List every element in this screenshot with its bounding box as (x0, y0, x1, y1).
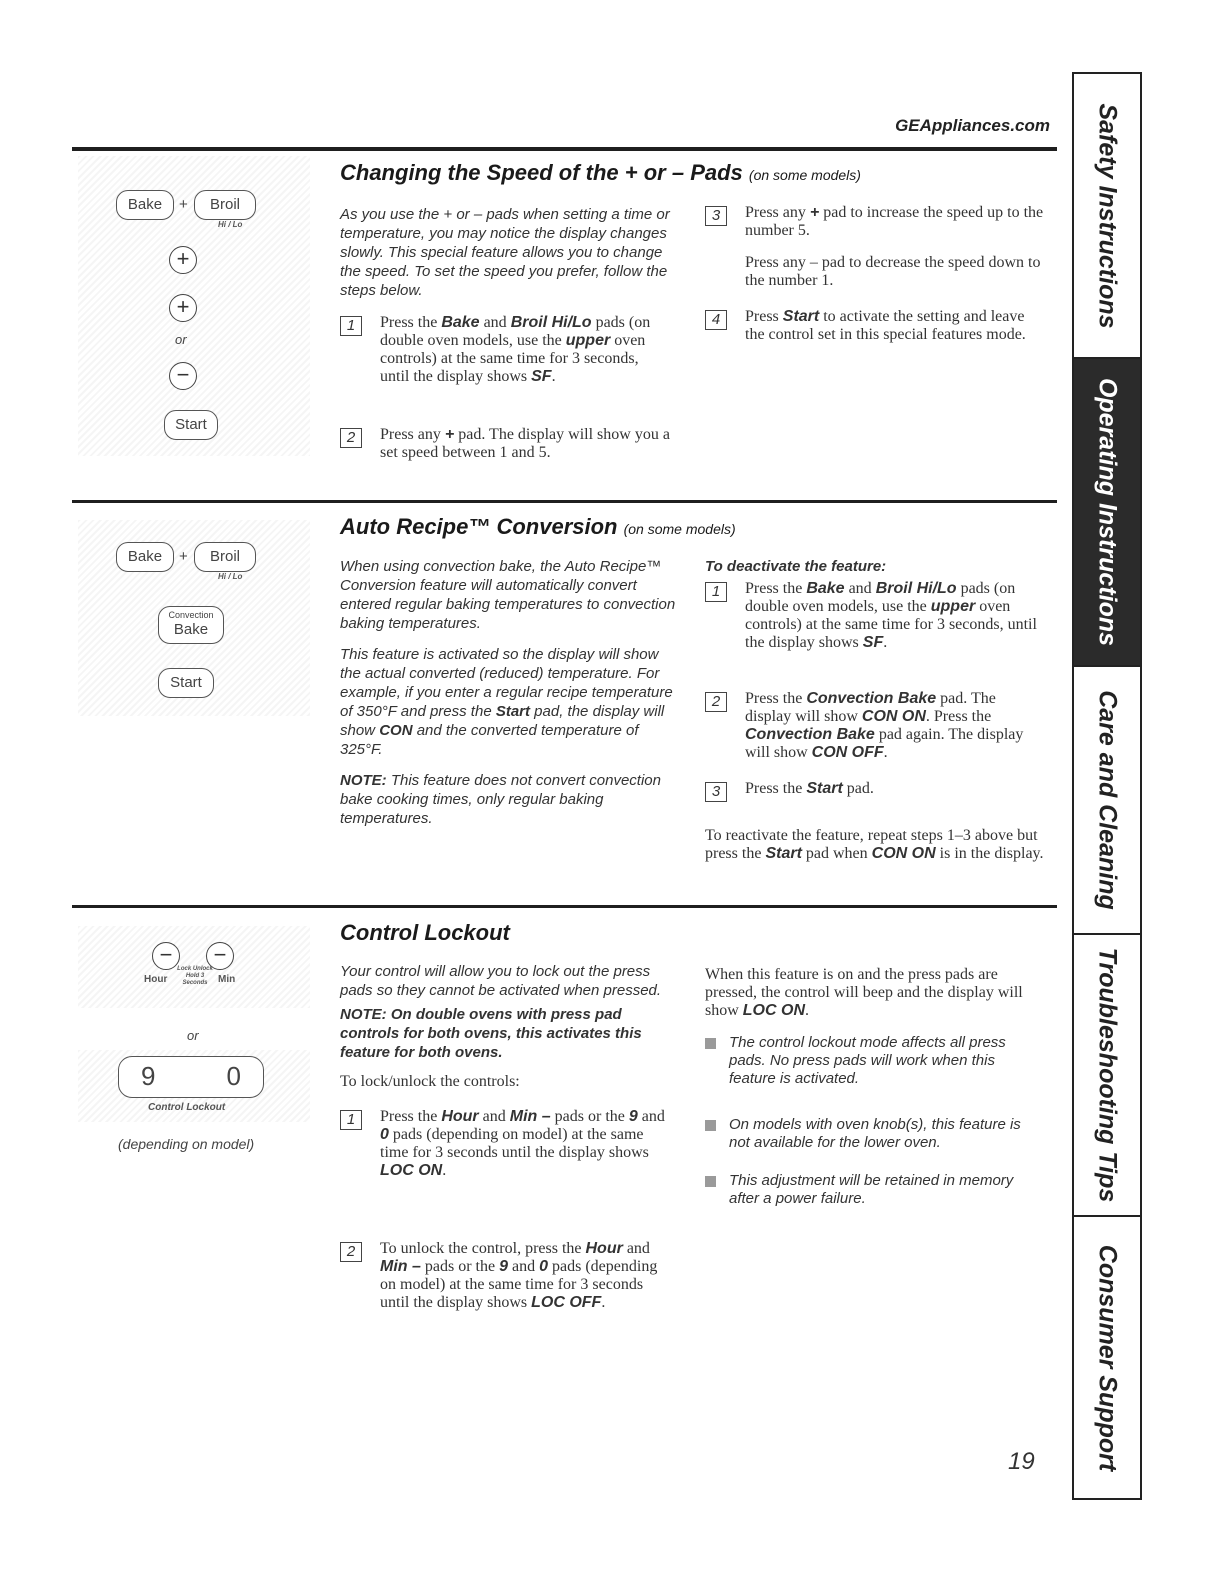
page-number: 19 (1008, 1448, 1035, 1475)
tab-care-and-cleaning[interactable]: Care and Cleaning (1072, 665, 1142, 935)
speed-intro: As you use the + or – pads when setting a time or temperature, you may notice the display changes slowly. This special feature allows you to change the speed. To set the speed you prefer, follow the steps below. (340, 206, 670, 299)
step-number: 1 (340, 316, 362, 336)
recipe-step-3: 3 Press the Start pad. (705, 780, 1045, 798)
step-number: 1 (705, 582, 727, 602)
bullet-square-icon (705, 1176, 716, 1187)
tab-safety-instructions[interactable]: Safety Instructions (1072, 72, 1142, 359)
plus-pad-icon: + (169, 294, 197, 322)
speed-pads-illustration (78, 156, 310, 456)
lockout-pads-top-illustration (78, 926, 310, 1008)
plus-pad-icon: + (169, 246, 197, 274)
step-number: 3 (705, 206, 727, 226)
control-lockout-label: Control Lockout (148, 1102, 226, 1113)
speed-section-title: Changing the Speed of the + or – Pads (on some models) (340, 160, 861, 185)
lockout-pads-bottom-illustration (78, 1050, 310, 1122)
step-number: 3 (705, 782, 727, 802)
lockout-right-text: When this feature is on and the press pads are pressed, the control will beep and the display will show LOC ON. (705, 966, 1023, 1019)
zero-pad-label: 0 (226, 1061, 241, 1091)
or-label: or (175, 332, 187, 347)
depending-note: (depending on model) (118, 1136, 255, 1152)
start-pad: Start (164, 410, 218, 440)
lock-unlock-label: Lock Unlock Hold 3 Seconds (177, 966, 213, 986)
section-divider (72, 500, 1057, 503)
lockout-lead: To lock/unlock the controls: (340, 1073, 520, 1090)
hilo-label: Hi / Lo (218, 220, 243, 229)
recipe-intro: When using convection bake, the Auto Recipe™ Conversion feature will automatically convert entered regular baking temperatures to convection baking temperatures. This feature is activated so the display will show the actual converted (reduced) temperature. For example, if you enter a regular recipe temperature of 350°F and press the Start pad, the display will show CON and the converted temperature of 325°F. NOTE: This feature does not convert convection bake cooking times, only regular baking temperatures. (340, 558, 676, 827)
section-tabs (1072, 72, 1142, 1500)
bake-pad: Bake (116, 542, 174, 572)
header-rule (72, 147, 1057, 151)
tab-troubleshooting-tips[interactable]: Troubleshooting Tips (1072, 933, 1142, 1217)
recipe-pads-illustration (78, 520, 310, 716)
min-label: Min (218, 974, 236, 985)
lockout-step-2: 2 To unlock the control, press the Hour and Min – pads or the 9 and 0 pads (depending on model) at the same time for 3 seconds until the display shows LOC OFF. (340, 1240, 670, 1312)
bake-pad: Bake (116, 190, 174, 220)
convection-bake-pad: Convection Bake (158, 606, 224, 644)
minus-pad-icon: − (206, 942, 234, 970)
nine-zero-pad (118, 1056, 264, 1098)
deactivate-heading: To deactivate the feature: (705, 558, 887, 575)
reactivate-text: To reactivate the feature, repeat steps 1–3 above but press the Start pad when CON ON is in the display. (705, 827, 1044, 862)
tab-consumer-support[interactable]: Consumer Support (1072, 1215, 1142, 1500)
hilo-label: Hi / Lo (218, 572, 243, 581)
broil-pad: Broil (194, 190, 256, 220)
lockout-note: NOTE: On double ovens with press pad controls for both ovens, this activates this feature for both ovens. (340, 1006, 642, 1061)
step-number: 1 (340, 1110, 362, 1130)
step-number: 2 (340, 428, 362, 448)
speed-step-2: 2 Press any + pad. The display will show you a set speed between 1 and 5. (340, 426, 670, 462)
start-pad: Start (158, 668, 214, 698)
minus-pad-icon: − (169, 362, 197, 390)
speed-step-1: 1 Press the Bake and Broil Hi/Lo pads (on double oven models, use the upper oven controls) at the same time for 3 seconds, until the display shows SF. (340, 314, 670, 386)
tab-operating-instructions[interactable]: Operating Instructions (1072, 357, 1142, 667)
broil-pad: Broil (194, 542, 256, 572)
speed-step-4: 4 Press Start to activate the setting and leave the control set in this special features mode. (705, 308, 1045, 344)
hour-label: Hour (144, 974, 168, 985)
site-url: GEAppliances.com (895, 116, 1050, 135)
minus-pad-icon: − (152, 942, 180, 970)
lockout-step-1: 1 Press the Hour and Min – pads or the 9 and 0 pads (depending on model) at the same time for 3 seconds until the display shows LOC ON. (340, 1108, 670, 1180)
step-number: 2 (705, 692, 727, 712)
section-divider (72, 905, 1057, 908)
or-label: or (187, 1028, 199, 1043)
recipe-step-2: 2 Press the Convection Bake pad. The display will show CON ON. Press the Convection Bake pad again. The display will show CON OFF. (705, 690, 1045, 762)
lockout-bullet: This adjustment will be retained in memory after a power failure. (705, 1172, 1035, 1208)
plus-sign: + (179, 196, 188, 213)
recipe-section-title: Auto Recipe™ Conversion (on some models) (340, 514, 736, 539)
recipe-step-1: 1 Press the Bake and Broil Hi/Lo pads (on double oven models, use the upper oven controls) at the same time for 3 seconds, until the display shows SF. (705, 580, 1045, 652)
lockout-intro: Your control will allow you to lock out the press pads so they cannot be activated when pressed. (340, 963, 662, 999)
step-number: 2 (340, 1242, 362, 1262)
nine-pad-label: 9 (141, 1061, 156, 1091)
plus-sign: + (179, 548, 188, 565)
lockout-bullet: The control lockout mode affects all press pads. No press pads will work when this feature is activated. (705, 1034, 1035, 1088)
bullet-square-icon (705, 1120, 716, 1131)
lockout-bullet: On models with oven knob(s), this feature is not available for the lower oven. (705, 1116, 1035, 1152)
speed-step-3: 3 Press any + pad to increase the speed up to the number 5. Press any – pad to decrease the speed down to the number 1. (705, 204, 1045, 290)
bullet-square-icon (705, 1038, 716, 1049)
step-number: 4 (705, 310, 727, 330)
lockout-section-title: Control Lockout (340, 920, 510, 945)
